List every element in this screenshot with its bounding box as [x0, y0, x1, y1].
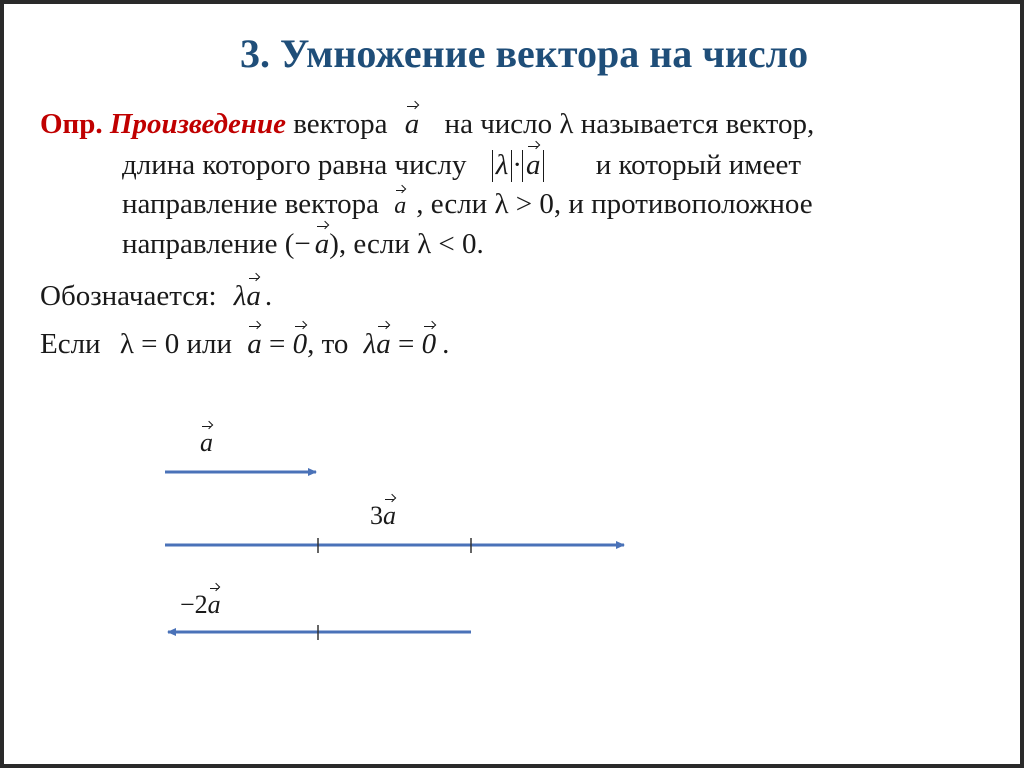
definition-text-4b: ), если λ < 0. [329, 228, 484, 260]
label-vector-a [200, 430, 213, 456]
equals-zero: = 0 [269, 328, 308, 360]
vector-a-symbol: a [200, 428, 213, 457]
lambda-symbol: λ [495, 149, 509, 181]
lambda-symbol: λ [363, 328, 377, 360]
notation-text: Обозначается: [40, 280, 217, 312]
vector-a-symbol: a [247, 328, 262, 360]
condition-lambda-zero: λ = 0 [119, 328, 180, 360]
label-vector-3a [370, 503, 396, 529]
zero-vector-symbol: 0 [421, 328, 437, 360]
label-vector-minus-2a [180, 592, 221, 618]
vector-a-symbol: a [207, 590, 221, 619]
definition-text-1a: вектора [293, 108, 388, 140]
definition-text-3a: направление вектора [122, 188, 379, 220]
period: . [442, 328, 450, 360]
equals-zero-result: = 0 [397, 328, 437, 360]
definition-text-2b: и который имеет [595, 149, 802, 181]
lambda-symbol: λ [233, 280, 247, 312]
vector-a-symbol: a [246, 280, 261, 312]
definition-term: Произведение [109, 108, 287, 140]
coef-3: 3 [370, 501, 383, 530]
coef-minus-2: −2 [180, 590, 208, 619]
vector-a-symbol: a [376, 328, 391, 360]
definition-text-2a: длина которого равна числу [122, 149, 467, 181]
then-text: , то [307, 328, 349, 360]
if-text: Если [40, 328, 101, 360]
vector-a-symbol: a [404, 108, 420, 140]
minus-symbol: − [294, 228, 311, 260]
vector-a-symbol: a [383, 501, 396, 530]
period: . [264, 280, 273, 312]
vector-a-symbol: a [525, 149, 541, 181]
dot-symbol: · [512, 149, 522, 181]
definition-text-3b: , если λ > 0, и противоположное [416, 188, 813, 220]
vector-a-symbol: a [314, 228, 330, 260]
definition-label: Опр. [40, 108, 103, 140]
page-title: 3. Умножение вектора на число [240, 31, 809, 76]
vector-a-symbol: a [394, 193, 407, 219]
definition-text-4a: направление ( [122, 228, 295, 260]
zero-vector-symbol: 0 [292, 328, 308, 360]
definition-text-1b: на число λ называется вектор, [444, 108, 815, 140]
or-text: или [186, 328, 233, 360]
